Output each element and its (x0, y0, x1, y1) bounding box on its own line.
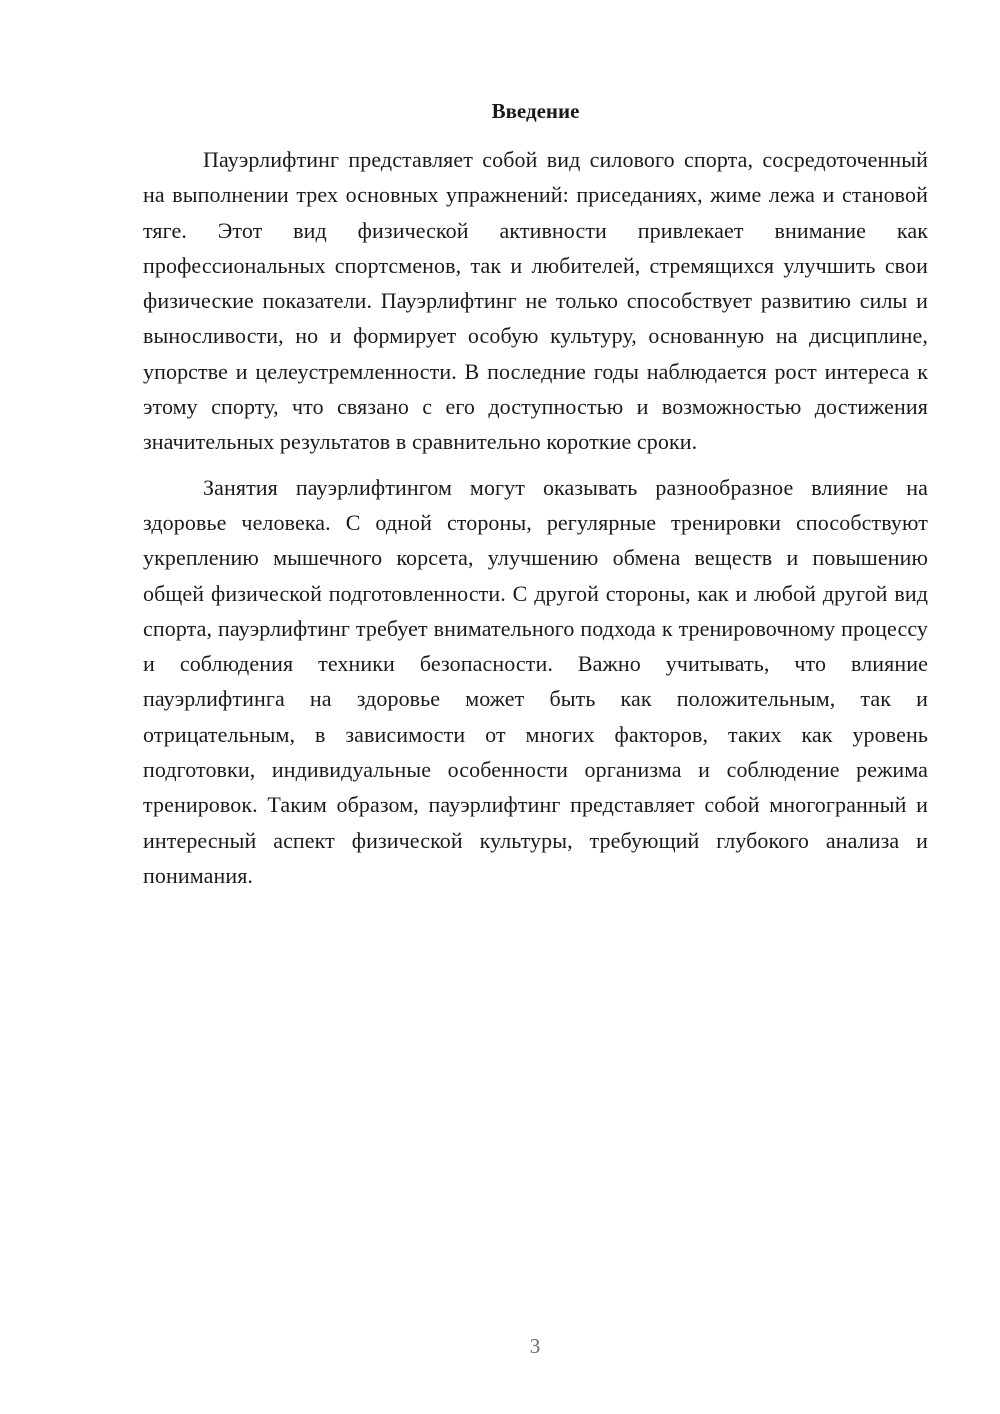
page-number: 3 (529, 1334, 541, 1358)
section-heading: Введение (491, 99, 580, 123)
paragraph-1: Пауэрлифтинг представляет собой вид силового спорта, сосредоточенный на выполнении трех основных упражнений: приседаниях, жиме лежа и становой тяге. Этот вид физической активности привлекает внимание как профессиональных спортсменов, так и любителей, стремящихся улучшить свои физические показатели. Пауэрлифтинг не только способствует развитию силы и выносливости, но и формирует особую культуру, основанную на дисциплине, упорстве и целеустремленности. В последние годы наблюдается рост интереса к этому спорту, что связано с его доступностью и возможностью достижения значительных результатов в сравнительно короткие сроки. (143, 147, 928, 455)
body-text (143, 142, 928, 903)
paragraph-2: Занятия пауэрлифтингом могут оказывать разнообразное влияние на здоровье человека. С одной стороны, регулярные тренировки способствуют укреплению мышечного корсета, улучшению обмена веществ и повышению общей физической подготовленности. С другой стороны, как и любой другой вид спорта, пауэрлифтинг требует внимательного подхода к тренировочному процессу и соблюдения техники безопасности. Важно учитывать, что влияние пауэрлифтинга на здоровье может быть как положительным, так и отрицательным, в зависимости от многих факторов, таких как уровень подготовки, индивидуальные особенности организма и соблюдение режима тренировок. Таким образом, пауэрлифтинг представляет собой многогранный и интересный аспект физической культуры, требующий глубокого анализа и понимания. (143, 474, 928, 888)
